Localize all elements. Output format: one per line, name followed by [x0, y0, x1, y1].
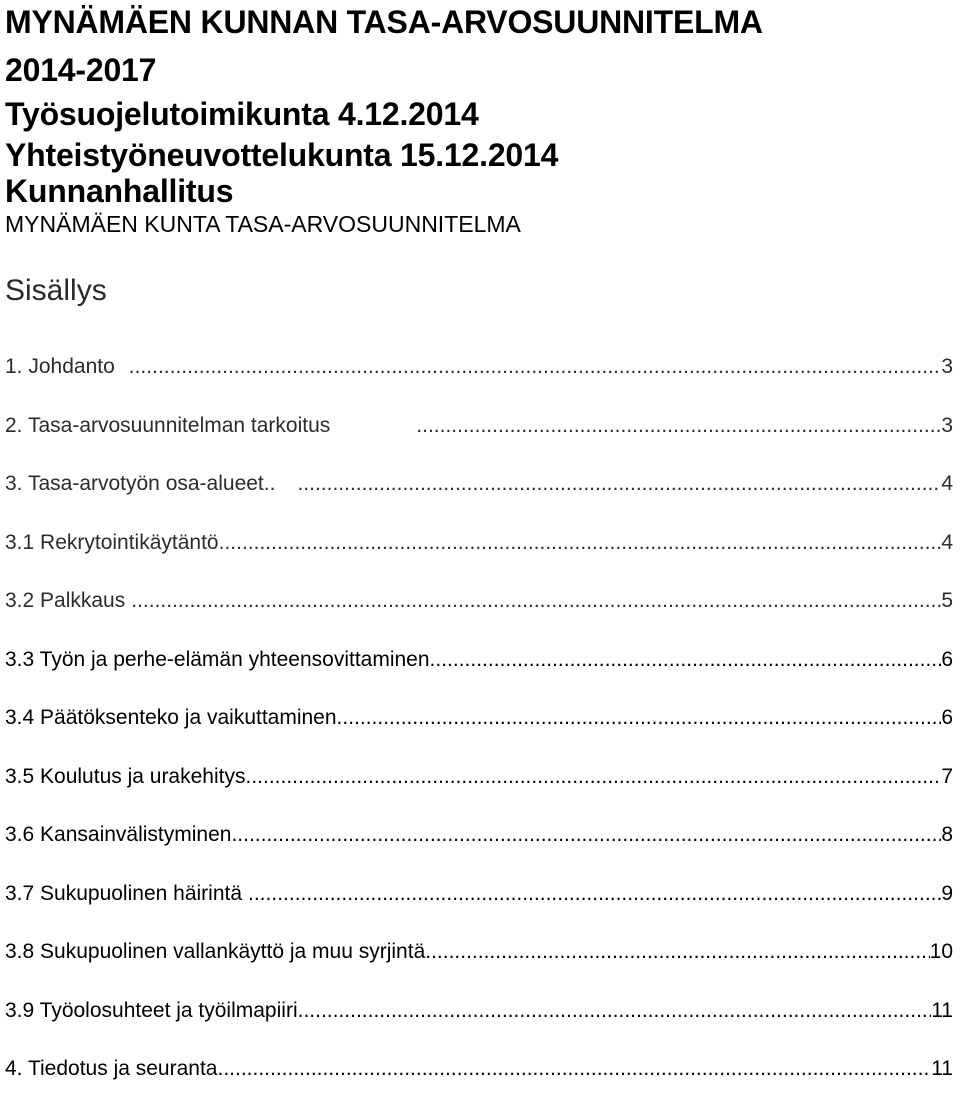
toc-entry[interactable]: [5, 700, 953, 736]
document-subtitle: MYNÄMÄEN KUNTA TASA-ARVOSUUNNITELMA: [5, 211, 521, 237]
toc-dot-leader: [297, 466, 941, 502]
toc-dot-leader: [231, 817, 941, 853]
toc-entry-title: 3.4 Päätöksenteko ja vaikuttaminen: [5, 706, 337, 729]
toc-entry[interactable]: [5, 759, 953, 795]
toc-entry-page: 7: [941, 764, 953, 788]
table-of-contents: [5, 349, 953, 1110]
toc-dot-leader: [217, 1051, 931, 1087]
toc-entry-page: 5: [941, 589, 953, 612]
toc-entry[interactable]: [5, 349, 953, 385]
toc-dot-leader: [219, 525, 942, 561]
toc-entry[interactable]: [5, 817, 953, 853]
toc-entry[interactable]: [5, 934, 953, 970]
toc-entry[interactable]: [5, 993, 953, 1029]
toc-entry-title: 3.3 Työn ja perhe-elämän yhteensovittaminen: [5, 647, 430, 671]
toc-entry-title: 3.5 Koulutus ja urakehitys: [5, 764, 246, 788]
document-title-line-1: MYNÄMÄEN KUNNAN TASA-ARVOSUUNNITELMA: [5, 4, 763, 40]
toc-dot-leader: [298, 993, 932, 1029]
document-title-line-2: 2014-2017: [5, 52, 157, 88]
toc-entry-title: 2. Tasa-arvosuunnitelman tarkoitus: [5, 413, 331, 437]
toc-entry-title: 3.2 Palkkaus: [5, 589, 126, 612]
toc-entry-title: 3.1 Rekrytointikäytäntö: [5, 530, 219, 554]
toc-dot-leader: [129, 349, 942, 385]
toc-dot-leader: [248, 876, 941, 912]
toc-entry[interactable]: [5, 583, 953, 619]
toc-dot-leader: [416, 408, 941, 444]
toc-entry-page: 6: [941, 647, 953, 671]
toc-entry[interactable]: [5, 408, 953, 444]
toc-entry[interactable]: [5, 876, 953, 912]
toc-heading: Sisällys: [5, 274, 107, 307]
toc-entry-title: 3.8 Sukupuolinen vallankäyttö ja muu syrjintä: [5, 940, 426, 963]
document-title-line-4: Yhteistyöneuvottelukunta 15.12.2014: [5, 137, 559, 173]
toc-entry-title: 3.6 Kansainvälistyminen: [5, 823, 232, 846]
toc-entry-page: 3: [941, 413, 953, 437]
toc-entry[interactable]: [5, 642, 953, 678]
toc-entry-page: 10: [929, 940, 953, 963]
toc-entry[interactable]: [5, 525, 953, 561]
toc-entry-page: 11: [931, 998, 953, 1022]
toc-entry[interactable]: [5, 1051, 953, 1087]
toc-dot-leader: [131, 583, 941, 619]
toc-entry-page: 11: [931, 1057, 953, 1080]
toc-entry-title: 3. Tasa-arvotyön osa-alueet..: [5, 472, 276, 495]
toc-entry-page: 4: [941, 530, 953, 554]
toc-entry-page: 9: [941, 881, 953, 905]
toc-dot-leader: [337, 700, 942, 736]
toc-dot-leader: [430, 642, 942, 678]
toc-entry[interactable]: [5, 466, 953, 502]
document-page: [5, 0, 953, 1086]
toc-entry-page: 4: [941, 472, 953, 495]
toc-dot-leader: [425, 934, 929, 970]
document-title-line-5: Kunnanhallitus: [5, 173, 234, 209]
toc-entry-page: 6: [941, 706, 953, 729]
document-title-line-3: Työsuojelutoimikunta 4.12.2014: [5, 96, 479, 132]
toc-entry-page: 8: [941, 823, 953, 846]
toc-entry-page: 3: [941, 355, 953, 378]
toc-entry-title: 3.9 Työolosuhteet ja työilmapiiri: [5, 998, 298, 1022]
toc-dot-leader: [245, 759, 941, 795]
toc-entry-title: 4. Tiedotus ja seuranta: [5, 1057, 218, 1080]
toc-entry-title: 3.7 Sukupuolinen häirintä: [5, 881, 243, 905]
toc-entry-title: 1. Johdanto: [5, 355, 115, 378]
